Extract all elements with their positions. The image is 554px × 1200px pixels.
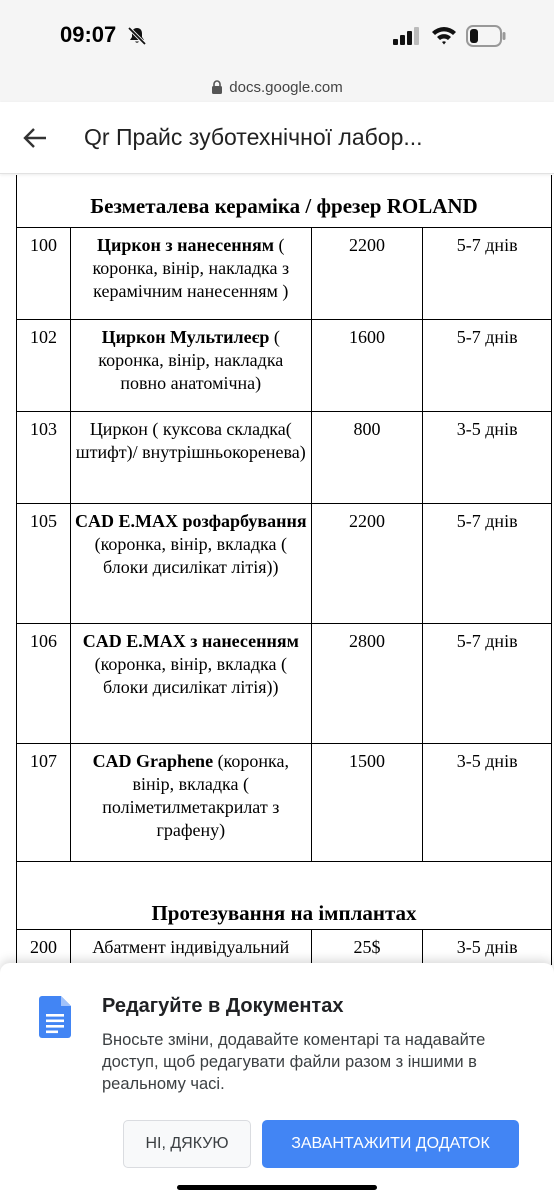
row-price: 2200 — [311, 503, 423, 623]
google-docs-icon — [39, 996, 71, 1038]
row-term: 3-5 днів — [423, 411, 552, 503]
row-code: 102 — [17, 319, 71, 411]
table-row — [17, 623, 552, 743]
row-term: 5-7 днів — [423, 623, 552, 743]
app-header — [0, 102, 554, 174]
status-bar — [0, 0, 554, 72]
back-arrow-icon[interactable] — [22, 126, 48, 150]
section-title: Безметалева кераміка / фрезер ROLAND — [17, 175, 552, 227]
row-name-rest: Абатмент індивідуальний — [92, 936, 290, 957]
row-name-rest: (коронка, вінір, вкладка ( блоки дисилікат літія)) — [94, 533, 287, 577]
row-name — [70, 503, 311, 623]
section-title: Протезування на імплантах — [17, 861, 552, 929]
home-indicator — [177, 1185, 377, 1190]
signal-icon — [393, 27, 421, 45]
row-name — [70, 743, 311, 861]
row-name-rest: (коронка, вінір, вкладка ( поліметилметакрилат з графену) — [102, 750, 289, 840]
row-name-bold: CAD E.MAX розфарбування — [74, 510, 307, 531]
row-name-bold: Циркон Мультилеєр — [101, 326, 270, 347]
row-price: 800 — [311, 411, 423, 503]
row-code: 103 — [17, 411, 71, 503]
table-row — [17, 503, 552, 623]
row-name-rest: ( коронка, вінір, накладка з керамічним нанесенням ) — [92, 234, 290, 301]
row-name — [70, 319, 311, 411]
url-bar[interactable] — [0, 72, 554, 102]
price-table — [16, 175, 552, 965]
row-name — [70, 929, 311, 965]
row-term: 5-7 днів — [423, 227, 552, 319]
row-name-bold: Циркон з нанесенням — [97, 234, 275, 255]
url-domain: docs.google.com — [229, 78, 343, 96]
bell-slash-icon — [127, 26, 147, 46]
section-header-row — [17, 861, 552, 929]
open-in-docs-sheet — [0, 963, 554, 1200]
row-term: 3-5 днів — [423, 743, 552, 861]
row-name-rest: Циркон ( куксова складка( штифт)/ внутрішньокоренева) — [75, 418, 306, 462]
download-app-button[interactable]: ЗАВАНТАЖИТИ ДОДАТОК — [262, 1120, 519, 1168]
row-name-rest: (коронка, вінір, вкладка ( блоки дисилікат літія)) — [94, 653, 287, 697]
sheet-description: Вносьте зміни, додавайте коментарі та надавайте доступ, щоб редагувати файли разом з іншими в реальному часі. — [102, 1031, 486, 1093]
row-code: 106 — [17, 623, 71, 743]
document-title: Qr Прайс зуботехнічної лабор... — [84, 124, 423, 150]
row-name-rest: ( коронка, вінір, накладка повно анатомічна) — [98, 326, 284, 393]
section-header-row — [17, 175, 552, 227]
row-name — [70, 623, 311, 743]
row-price: 1500 — [311, 743, 423, 861]
row-price: 2200 — [311, 227, 423, 319]
sheet-title: Редагуйте в Документах — [102, 995, 344, 1017]
table-row — [17, 743, 552, 861]
row-code: 105 — [17, 503, 71, 623]
row-code: 107 — [17, 743, 71, 861]
row-name-bold: CAD E.MAX з нанесенням — [82, 630, 299, 651]
table-row — [17, 411, 552, 503]
document-viewer[interactable] — [0, 175, 554, 965]
battery-icon — [466, 25, 506, 47]
row-term: 3-5 днів — [423, 929, 552, 965]
row-code: 100 — [17, 227, 71, 319]
no-thanks-button[interactable]: НІ, ДЯКУЮ — [123, 1120, 251, 1168]
row-name-bold: CAD Graphene — [92, 750, 214, 771]
row-term: 5-7 днів — [423, 319, 552, 411]
row-price: 1600 — [311, 319, 423, 411]
wifi-icon — [431, 25, 457, 45]
lock-icon — [211, 80, 223, 94]
table-row — [17, 227, 552, 319]
row-name — [70, 411, 311, 503]
row-price: 2800 — [311, 623, 423, 743]
row-code: 200 — [17, 929, 71, 965]
row-price: 25$ — [311, 929, 423, 965]
status-time: 09:07 — [60, 22, 117, 47]
row-name — [70, 227, 311, 319]
table-row — [17, 929, 552, 965]
row-term: 5-7 днів — [423, 503, 552, 623]
table-row — [17, 319, 552, 411]
